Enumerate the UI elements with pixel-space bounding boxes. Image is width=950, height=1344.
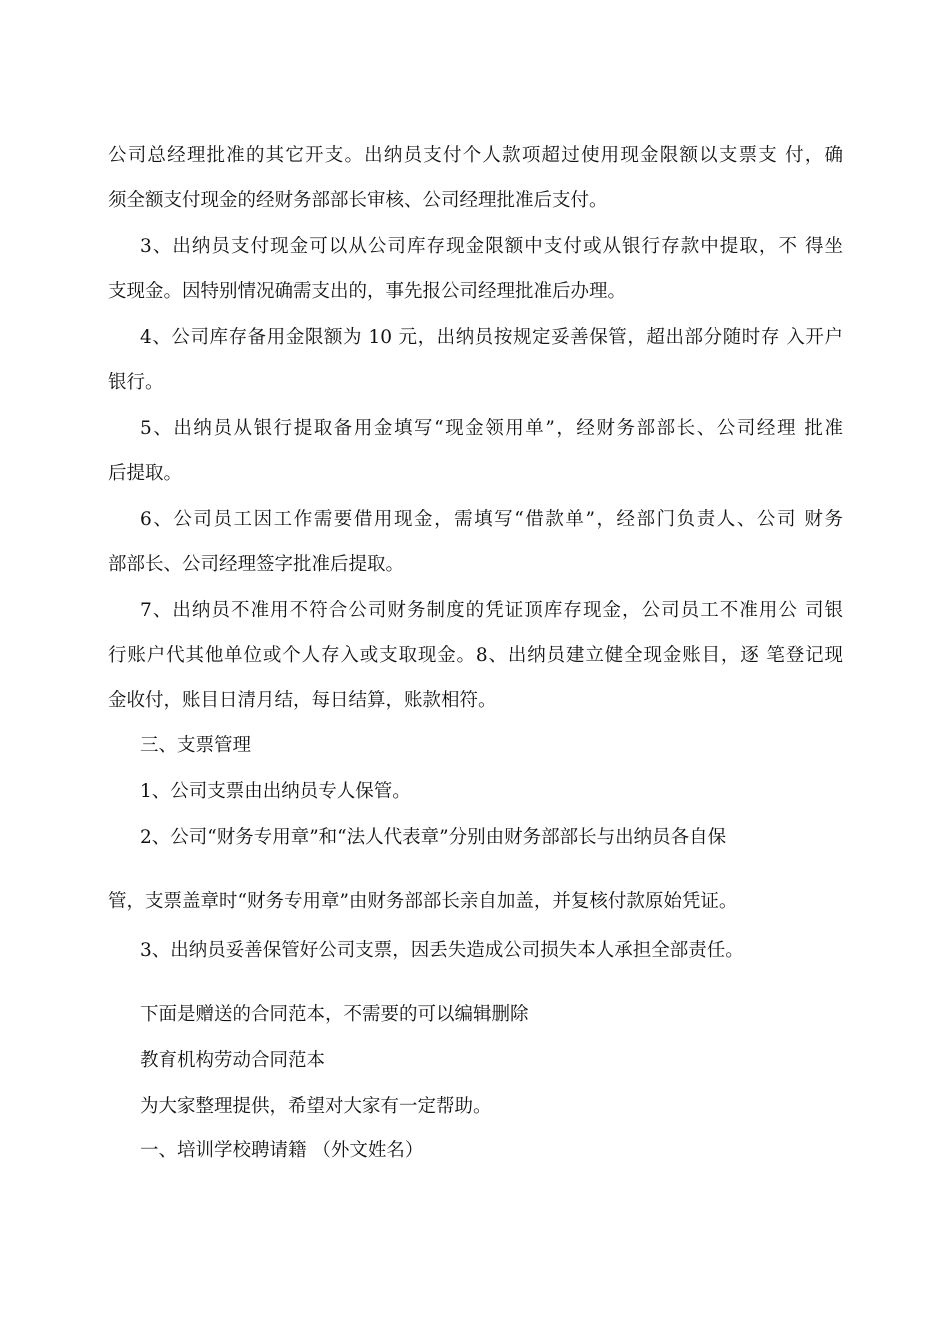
text-line-22: 一、培训学校聘请籍 （外文姓名） <box>140 1140 424 1161</box>
text-line-5: 4、公司库存备用金限额为 10 元，出纳员按规定妥善保管，超出部分随时存 入开户 <box>140 327 843 348</box>
text-line-3: 3、出纳员支付现金可以从公司库存现金限额中支付或从银行存款中提取，不 得坐 <box>140 236 843 257</box>
text-line-2: 须全额支付现金的经财务部部长审核、公司经理批准后支付。 <box>108 190 608 211</box>
text-line-11: 7、出纳员不准用不符合公司财务制度的凭证顶库存现金，公司员工不准用公 司银 <box>140 600 843 621</box>
text-line-18: 3、出纳员妥善保管好公司支票，因丢失造成公司损失本人承担全部责任。 <box>140 940 744 961</box>
text-line-12: 行账户代其他单位或个人存入或支取现金。8、出纳员建立健全现金账目，逐 笔登记现 <box>108 645 843 666</box>
text-line-16: 2、公司“财务专用章”和“法人代表章”分别由财务部部长与出纳员各自保 <box>140 827 727 848</box>
text-line-13: 金收付，账目日清月结，每日结算，账款相符。 <box>108 690 497 711</box>
text-line-1: 公司总经理批准的其它开支。出纳员支付个人款项超过使用现金限额以支票支 付，确 <box>108 145 843 166</box>
text-line-6: 银行。 <box>108 372 164 393</box>
text-line-8: 后提取。 <box>108 463 183 484</box>
text-line-9: 6、公司员工因工作需要借用现金，需填写“借款单”，经部门负责人、公司 财务 <box>140 509 843 530</box>
text-line-4: 支现金。因特别情况确需支出的，事先报公司经理批准后办理。 <box>108 281 627 302</box>
text-line-10: 部部长、公司经理签字批准后提取。 <box>108 554 405 575</box>
contract-title: 教育机构劳动合同范本 <box>140 1050 326 1071</box>
text-line-7: 5、出纳员从银行提取备用金填写“现金领用单”，经财务部部长、公司经理 批准 <box>140 418 843 439</box>
text-line-15: 1、公司支票由出纳员专人保管。 <box>140 781 411 802</box>
text-line-17: 管，支票盖章时“财务专用章”由财务部部长亲自加盖，并复核付款原始凭证。 <box>108 891 738 912</box>
text-line-21: 为大家整理提供，希望对大家有一定帮助。 <box>140 1096 492 1117</box>
text-line-19: 下面是赠送的合同范本，不需要的可以编辑删除 <box>140 1004 529 1025</box>
section-heading-cheque-management: 三、支票管理 <box>140 735 252 756</box>
